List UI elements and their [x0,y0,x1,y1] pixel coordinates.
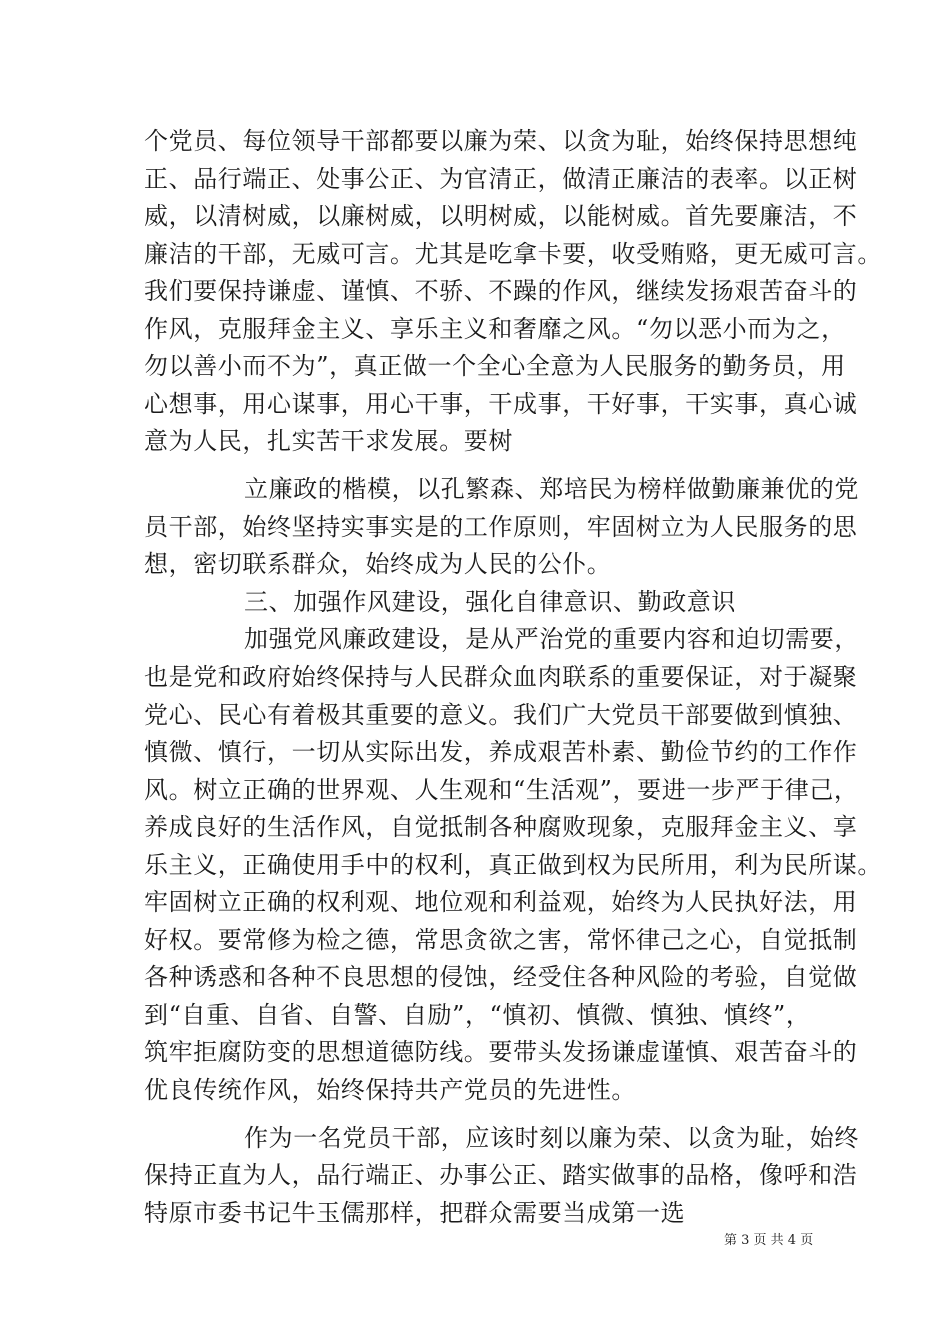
text-line: 员干部，始终坚持实事实是的工作原则，牢固树立为人民服务的思 [144,513,858,541]
text-line: 各种诱惑和各种不良思想的侵蚀，经受住各种风险的考验，自觉做 [144,963,858,991]
page-number: 第 3 页 共 4 页 [724,1233,814,1248]
text-line: 我们要保持谦虚、谨慎、不骄、不躁的作风，继续发扬艰苦奋斗的 [144,277,858,305]
text-line: 筑牢拒腐防变的思想道德防线。要带头发扬谦虚谨慎、艰苦奋斗的 [144,1038,858,1066]
text-line: 慎微、慎行，一切从实际出发，养成艰苦朴素、勤俭节约的工作作 [144,738,858,766]
paragraph-first-line: 作为一名党员干部，应该时刻以廉为荣、以贪为耻，始终 [244,1124,859,1152]
text-line: 廉洁的干部，无威可言。尤其是吃拿卡要，收受贿赂，更无威可言。 [144,240,882,268]
text-line: 好权。要常修为检之德，常思贪欲之害，常怀律己之心，自觉抵制 [144,926,858,954]
text-line: 保持正直为人，品行端正、办事公正、踏实做事的品格，像呼和浩 [144,1161,858,1189]
text-line: 乐主义，正确使用手中的权利，真正做到权为民所用，利为民所谋。 [144,851,882,879]
text-line: 想，密切联系群众，始终成为人民的公仆。 [144,550,612,578]
section-heading: 三、加强作风建设，强化自律意识、勤政意识 [244,588,736,616]
text-line: 勿以善小而不为”，真正做一个全心全意为人民服务的勤务员，用 [144,352,846,380]
text-line: 养成良好的生活作风，自觉抵制各种腐败现象，克服拜金主义、享 [144,813,858,841]
text-line: 风。树立正确的世界观、人生观和“生活观”，要进一步严于律己， [144,776,859,804]
text-line: 意为人民，扎实苦干求发展。要树 [144,427,513,455]
paragraph-first-line: 立廉政的楷模，以孔繁森、郑培民为榜样做勤廉兼优的党 [244,475,859,503]
text-line: 优良传统作风，始终保持共产党员的先进性。 [144,1076,636,1104]
text-line: 心想事，用心谋事，用心干事，干成事，干好事，干实事，真心诚 [144,390,858,418]
text-line: 到“自重、自省、自警、自励”，“慎初、慎微、慎独、慎终”， [144,1001,811,1029]
text-line: 牢固树立正确的权利观、地位观和利益观，始终为人民执好法，用 [144,888,858,916]
paragraph-first-line: 加强党风廉政建设，是从严治党的重要内容和迫切需要， [244,625,859,653]
text-line: 特原市委书记牛玉儒那样，把群众需要当成第一选 [144,1199,686,1227]
text-line: 党心、民心有着极其重要的意义。我们广大党员干部要做到慎独、 [144,701,858,729]
text-line: 个党员、每位领导干部都要以廉为荣、以贪为耻，始终保持思想纯 [144,127,858,155]
text-line: 作风，克服拜金主义、享乐主义和奢靡之风。“勿以恶小而为之， [144,315,846,343]
text-line: 威，以清树威，以廉树威，以明树威，以能树威。首先要廉洁，不 [144,202,858,230]
text-line: 正、品行端正、处事公正、为官清正，做清正廉洁的表率。以正树 [144,165,858,193]
text-line: 也是党和政府始终保持与人民群众血肉联系的重要保证，对于凝聚 [144,663,858,691]
